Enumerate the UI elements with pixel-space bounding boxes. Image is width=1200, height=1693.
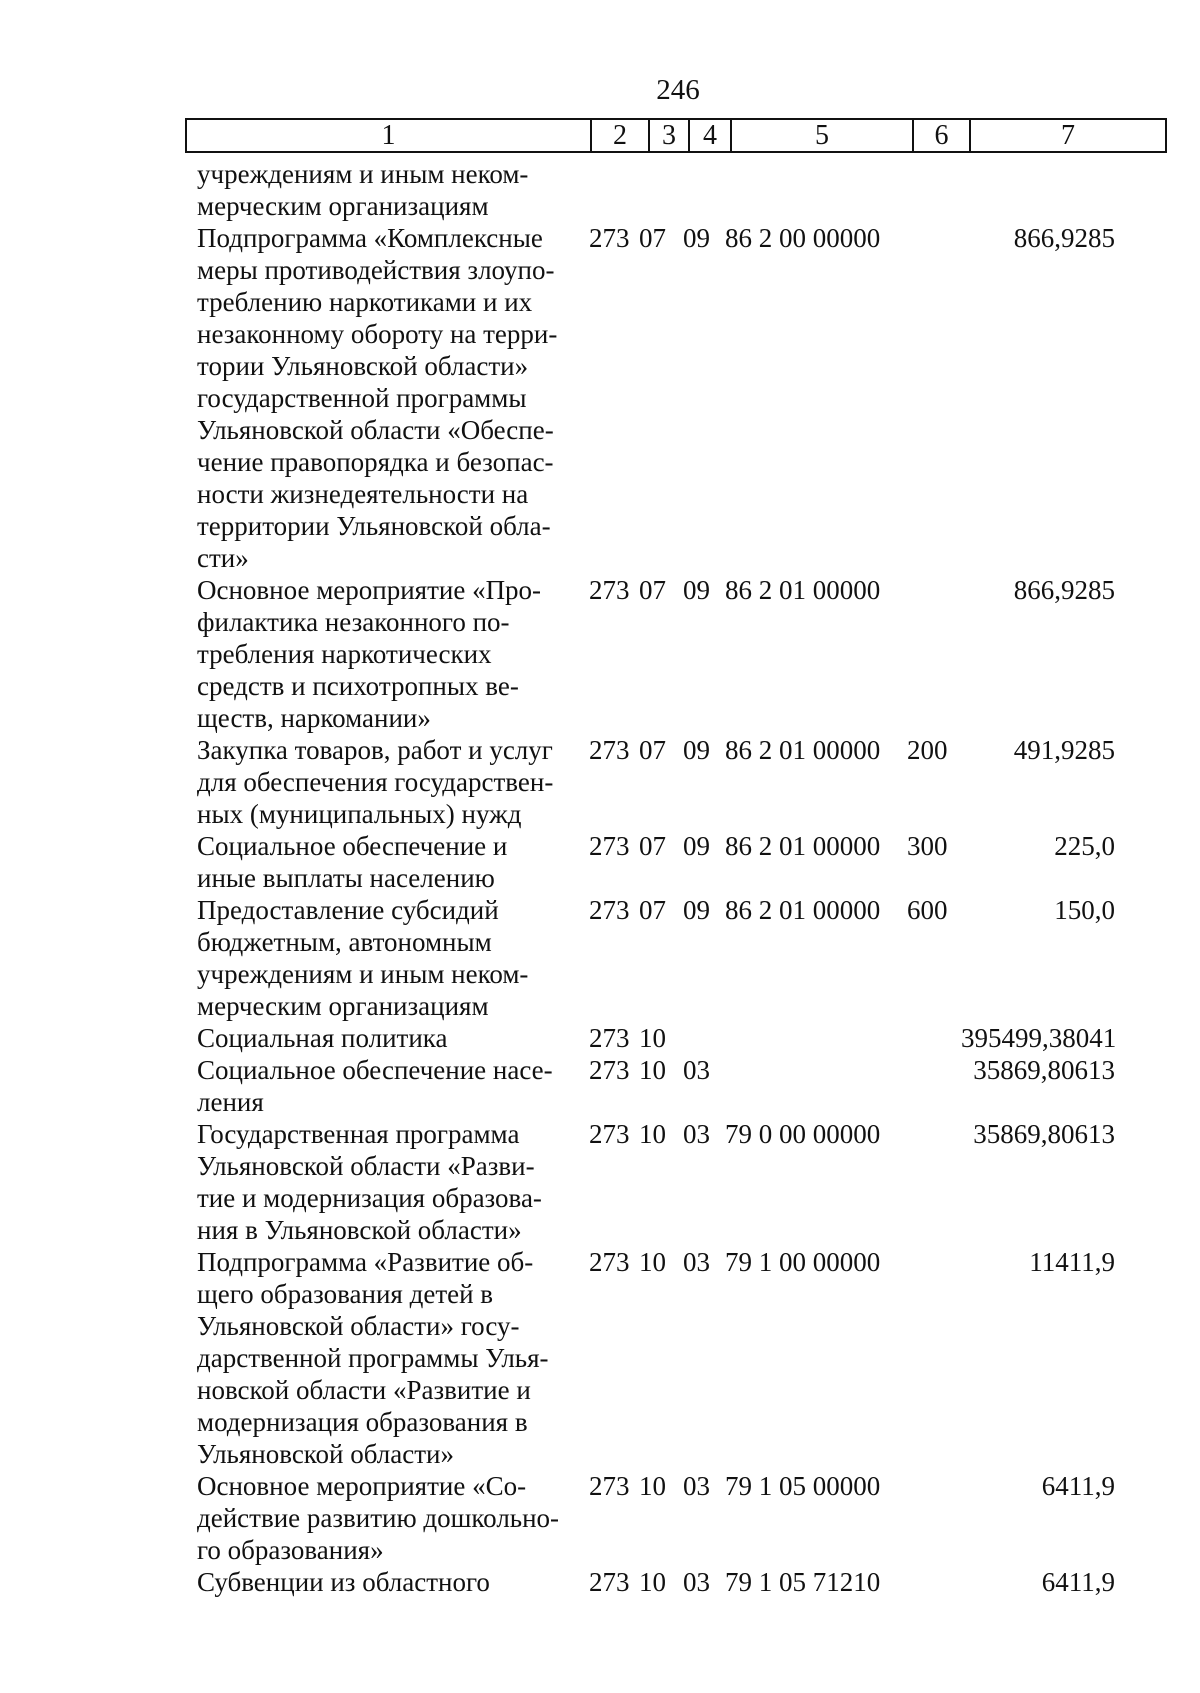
row-col-3: 07 — [639, 223, 666, 253]
table-row — [197, 1470, 1177, 1566]
row-col-4: 09 — [683, 895, 710, 925]
row-name-line: мерческим организациям — [197, 991, 489, 1021]
row-col-6: 300 — [907, 831, 948, 861]
row-col-7: 395499,38041 — [961, 1023, 1117, 1053]
row-col-6 — [907, 222, 961, 574]
row-name — [197, 158, 577, 222]
table-row — [197, 1022, 1177, 1054]
row-col-7: 150,0 — [1054, 895, 1115, 925]
row-col-2 — [577, 158, 639, 222]
row-name — [197, 894, 577, 1022]
table-row — [197, 1246, 1177, 1470]
table-row — [197, 158, 1177, 222]
table-row — [197, 830, 1177, 894]
row-name — [197, 1054, 577, 1118]
header-col-3: 3 — [650, 120, 690, 151]
row-col-2: 273 — [589, 1055, 630, 1085]
table-row — [197, 1566, 1177, 1598]
row-name — [197, 830, 577, 894]
row-col-7: 225,0 — [1054, 831, 1115, 861]
row-col-3 — [639, 158, 683, 222]
page-number: 246 — [656, 74, 700, 106]
row-name — [197, 734, 577, 830]
row-col-2: 273 — [589, 1023, 630, 1053]
row-col-7: 491,9285 — [1013, 735, 1115, 765]
row-name-line: треблению наркотиками и их — [197, 287, 533, 317]
row-name-line: Подпрограмма «Развитие об- — [197, 1247, 534, 1277]
row-col-5 — [725, 1022, 907, 1054]
row-col-6 — [907, 158, 961, 222]
row-name-line: требления наркотических — [197, 639, 492, 669]
row-col-5: 79 1 00 00000 — [725, 1247, 881, 1277]
row-col-6 — [907, 1246, 961, 1470]
row-col-3: 07 — [639, 735, 666, 765]
row-name-line: Ульяновской области «Обеспе- — [197, 415, 554, 445]
row-name-line: го образования» — [197, 1535, 384, 1565]
row-col-7: 11411,9 — [1029, 1247, 1115, 1277]
row-col-7: 866,9285 — [1013, 223, 1115, 253]
row-name-line: территории Ульяновской обла- — [197, 511, 551, 541]
row-col-5: 86 2 01 00000 — [725, 831, 881, 861]
row-name-line: щего образования детей в — [197, 1279, 494, 1309]
row-name-line: Ульяновской области» — [197, 1439, 455, 1469]
row-col-6 — [907, 1054, 961, 1118]
row-col-3: 10 — [639, 1119, 666, 1149]
row-col-7: 35869,80613 — [973, 1119, 1115, 1149]
table-row — [197, 1118, 1177, 1246]
row-col-3: 10 — [639, 1247, 666, 1277]
table-row — [197, 1054, 1177, 1118]
row-col-2: 273 — [589, 575, 630, 605]
row-name-line: ности жизнедеятельности на — [197, 479, 529, 509]
row-name-line: сти» — [197, 543, 249, 573]
row-name-line: Ульяновской области «Разви- — [197, 1151, 535, 1181]
row-col-4: 09 — [683, 735, 710, 765]
row-col-4: 09 — [683, 831, 710, 861]
row-col-3: 07 — [639, 895, 666, 925]
row-name — [197, 1566, 577, 1598]
row-col-6 — [907, 1566, 961, 1598]
row-name-line: Основное мероприятие «Про- — [197, 575, 542, 605]
row-name-line: средств и психотропных ве- — [197, 671, 519, 701]
row-name-line: Государственная программа — [197, 1119, 520, 1149]
row-col-5: 79 1 05 00000 — [725, 1471, 881, 1501]
header-col-7: 7 — [1061, 120, 1075, 151]
row-name-line: дарственной программы Улья- — [197, 1343, 549, 1373]
row-col-5: 86 2 01 00000 — [725, 895, 881, 925]
row-name-line: Основное мероприятие «Со- — [197, 1471, 527, 1501]
row-col-5: 86 2 01 00000 — [725, 575, 881, 605]
row-col-4 — [683, 158, 725, 222]
row-name-line: ных (муниципальных) нужд — [197, 799, 522, 829]
row-name-line: чение правопорядка и безопас- — [197, 447, 554, 477]
row-col-5: 79 0 00 00000 — [725, 1119, 881, 1149]
row-name-line: учреждениям и иным неком- — [197, 959, 529, 989]
row-name-line: Субвенции из областного — [197, 1567, 490, 1597]
row-col-7 — [961, 158, 1133, 222]
row-col-3: 10 — [639, 1471, 666, 1501]
row-col-2: 273 — [589, 895, 630, 925]
table-header — [185, 118, 1167, 153]
row-col-5: 86 2 01 00000 — [725, 735, 881, 765]
row-col-2: 273 — [589, 1471, 630, 1501]
header-col-6: 6 — [914, 120, 971, 151]
table-body — [197, 158, 1177, 1598]
row-name-line: для обеспечения государствен- — [197, 767, 554, 797]
header-col-2: 2 — [592, 120, 650, 151]
row-col-6 — [907, 1022, 961, 1054]
row-name-line: Подпрограмма «Комплексные — [197, 223, 543, 253]
row-name — [197, 1470, 577, 1566]
row-col-3: 10 — [639, 1055, 666, 1085]
header-col-5: 5 — [732, 120, 914, 151]
row-col-4: 03 — [683, 1119, 710, 1149]
row-col-7: 35869,80613 — [973, 1055, 1115, 1085]
row-col-2: 273 — [589, 735, 630, 765]
row-name-line: Социальное обеспечение насе- — [197, 1055, 553, 1085]
row-name-line: ществ, наркомании» — [197, 703, 431, 733]
row-name — [197, 1246, 577, 1470]
row-col-6: 600 — [907, 895, 948, 925]
row-col-3: 10 — [639, 1023, 666, 1053]
row-col-4: 03 — [683, 1055, 710, 1085]
row-col-4: 09 — [683, 223, 710, 253]
row-col-3: 07 — [639, 831, 666, 861]
row-col-6 — [907, 1118, 961, 1246]
row-name-line: тие и модернизация образова- — [197, 1183, 542, 1213]
row-name — [197, 1118, 577, 1246]
row-col-5 — [725, 1054, 907, 1118]
row-name-line: иные выплаты населению — [197, 863, 495, 893]
row-col-7: 6411,9 — [1041, 1567, 1115, 1597]
row-col-2: 273 — [589, 1567, 630, 1597]
row-col-7: 6411,9 — [1041, 1471, 1115, 1501]
table-row — [197, 894, 1177, 1022]
row-name-line: Предоставление субсидий — [197, 895, 499, 925]
row-name-line: модернизация образования в — [197, 1407, 528, 1437]
row-name-line: незаконному обороту на терри- — [197, 319, 558, 349]
header-col-1: 1 — [187, 120, 592, 151]
row-name-line: ления — [197, 1087, 264, 1117]
row-col-4: 03 — [683, 1247, 710, 1277]
row-col-4: 03 — [683, 1471, 710, 1501]
row-name-line: мерческим организациям — [197, 191, 489, 221]
row-name-line: Ульяновской области» госу- — [197, 1311, 520, 1341]
row-col-5: 86 2 00 00000 — [725, 223, 881, 253]
row-name-line: Социальная политика — [197, 1023, 448, 1053]
row-name — [197, 1022, 577, 1054]
row-col-6 — [907, 574, 961, 734]
row-col-6 — [907, 1470, 961, 1566]
row-col-6: 200 — [907, 735, 948, 765]
row-col-2: 273 — [589, 223, 630, 253]
row-name-line: учреждениям и иным неком- — [197, 159, 529, 189]
header-col-4: 4 — [690, 120, 732, 151]
row-name — [197, 574, 577, 734]
table-row — [197, 222, 1177, 574]
row-col-5: 79 1 05 71210 — [725, 1567, 881, 1597]
row-col-3: 10 — [639, 1567, 666, 1597]
row-name-line: филактика незаконного по- — [197, 607, 510, 637]
row-col-2: 273 — [589, 1247, 630, 1277]
row-col-2: 273 — [589, 831, 630, 861]
table-row — [197, 734, 1177, 830]
row-name-line: государственной программы — [197, 383, 527, 413]
table-row — [197, 574, 1177, 734]
row-name-line: тории Ульяновской области» — [197, 351, 529, 381]
row-name-line: действие развитию дошкольно- — [197, 1503, 560, 1533]
row-col-2: 273 — [589, 1119, 630, 1149]
row-name-line: новской области «Развитие и — [197, 1375, 531, 1405]
row-col-4: 09 — [683, 575, 710, 605]
row-col-3: 07 — [639, 575, 666, 605]
row-col-4: 03 — [683, 1567, 710, 1597]
row-name-line: Социальное обеспечение и — [197, 831, 508, 861]
row-name-line: меры противодействия злоупо- — [197, 255, 555, 285]
row-col-7: 866,9285 — [1013, 575, 1115, 605]
row-col-5 — [725, 158, 907, 222]
row-name-line: Закупка товаров, работ и услуг — [197, 735, 553, 765]
row-name-line: ния в Ульяновской области» — [197, 1215, 522, 1245]
row-name — [197, 222, 577, 574]
row-name-line: бюджетным, автономным — [197, 927, 492, 957]
row-col-4 — [683, 1022, 725, 1054]
